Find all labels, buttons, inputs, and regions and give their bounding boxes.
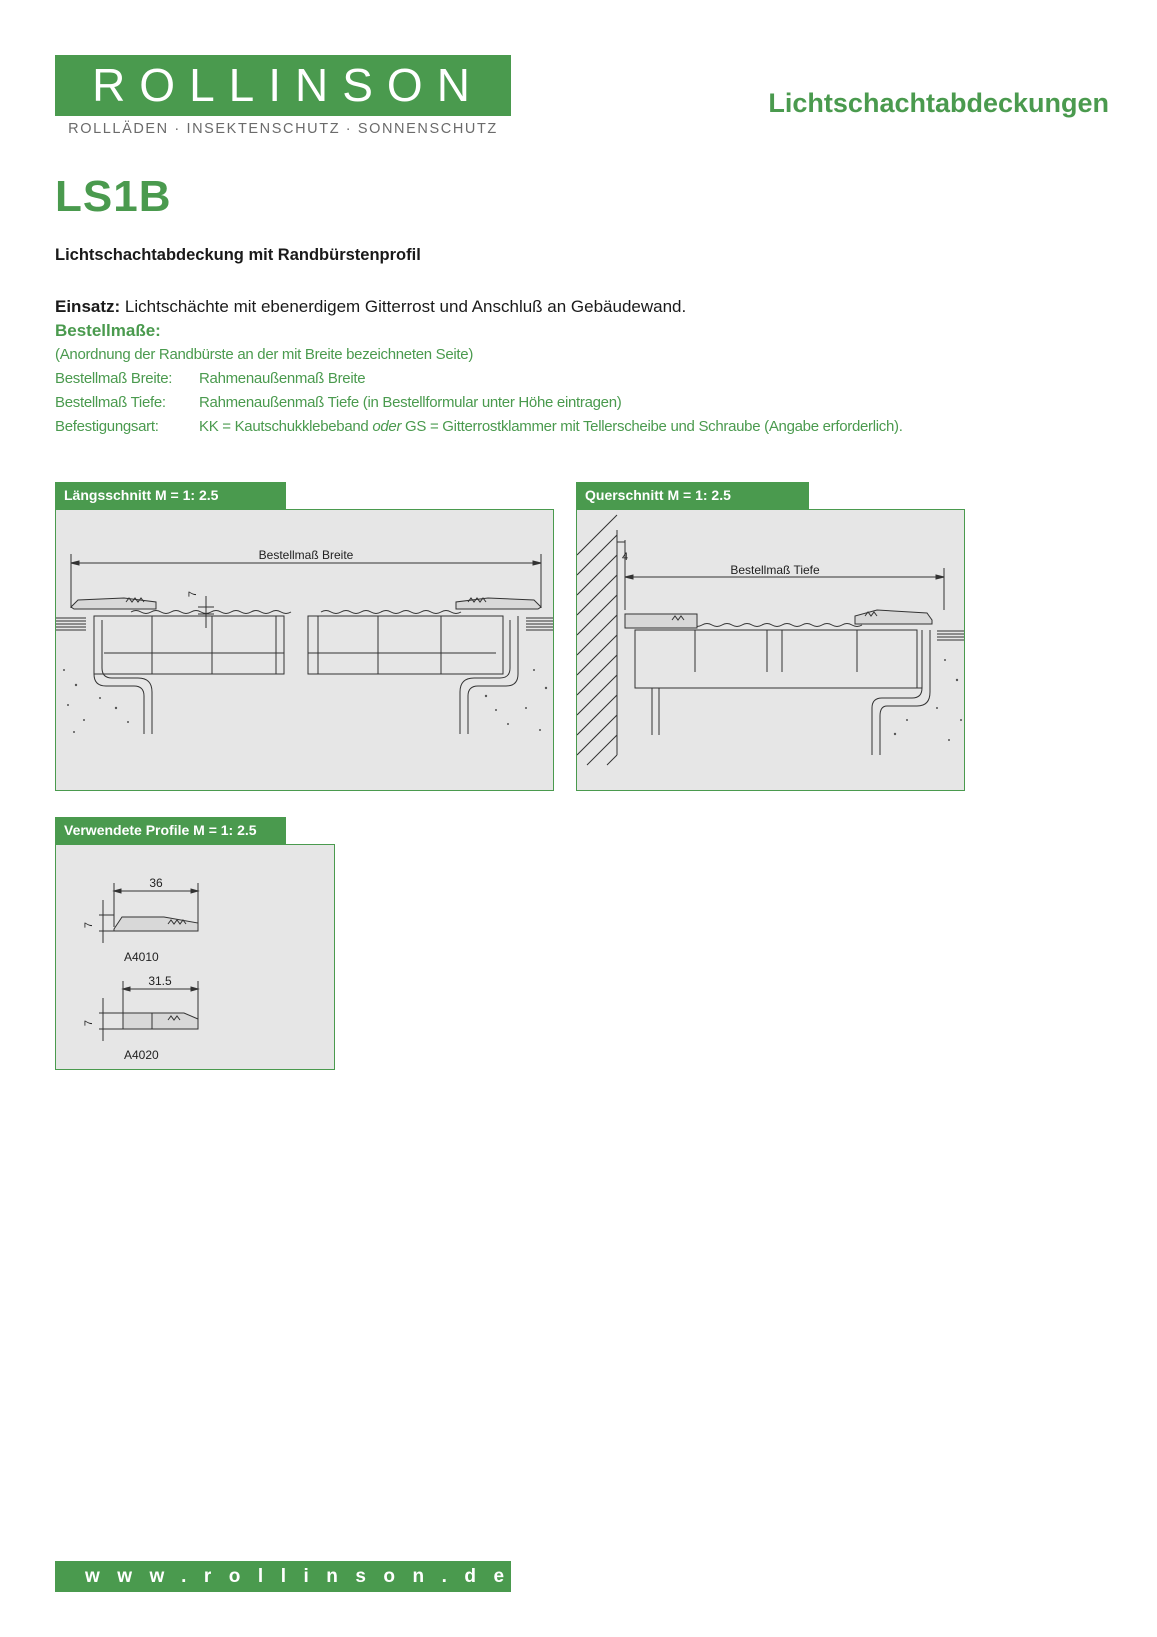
spec-value: Rahmenaußenmaß Breite [199, 370, 366, 387]
dimension-label-breite: Bestellmaß Breite [258, 548, 354, 562]
brand-tagline: ROLLLÄDEN · INSEKTENSCHUTZ · SONNENSCHUTZ [68, 121, 498, 137]
footer-url[interactable]: www.rollinson.de [55, 1561, 511, 1592]
profile-a4020-height: 7 [83, 1019, 95, 1027]
profile-a4010-name: A4010 [124, 950, 159, 964]
dimension-label-tiefe: Bestellmaß Tiefe [730, 563, 820, 577]
laengsschnitt-svg [56, 510, 554, 791]
spec-key: Befestigungsart: [55, 418, 159, 435]
querschnitt-tab: Querschnitt M = 1: 2.5 [576, 482, 809, 509]
spec-value: Rahmenaußenmaß Tiefe (in Bestellformular unter Höhe eintragen) [199, 394, 622, 411]
category-title: Lichtschachtabdeckungen [768, 88, 1109, 118]
laengsschnitt-drawing [55, 509, 554, 791]
dimension-label-4: 4 [621, 551, 629, 563]
laengsschnitt-tab: Längsschnitt M = 1: 2.5 [55, 482, 286, 509]
product-subtitle: Lichtschachtabdeckung mit Randbürstenprofil [55, 246, 421, 264]
einsatz-label: Einsatz: [55, 297, 121, 316]
einsatz-text: Lichtschächte mit ebenerdigem Gitterrost und Anschluß an Gebäudewand. [120, 297, 687, 316]
profile-svg [56, 845, 335, 1070]
spec-key: Bestellmaß Tiefe: [55, 394, 166, 411]
profile-drawing [55, 844, 335, 1070]
brand-logo-text: ROLLINSON [92, 59, 484, 111]
querschnitt-svg [577, 510, 965, 791]
profile-a4020-name: A4020 [124, 1048, 159, 1062]
einsatz-line [55, 297, 686, 317]
dimension-label-7: 7 [187, 590, 199, 598]
spec-key: Bestellmaß Breite: [55, 370, 173, 387]
profile-a4020-width: 31.5 [148, 974, 172, 988]
brand-logo [55, 55, 511, 116]
querschnitt-drawing [576, 509, 965, 791]
spec-value: KK = Kautschukklebeband oder GS = Gitterrostklammer mit Tellerscheibe und Schraube (Angabe erforderlich). [199, 418, 903, 435]
bestellmasse-heading: Bestellmaße: [55, 321, 161, 340]
product-code: LS1B [55, 172, 172, 221]
arrangement-note: (Anordnung der Randbürste an der mit Breite bezeichneten Seite) [55, 346, 474, 363]
profile-tab: Verwendete Profile M = 1: 2.5 [55, 817, 286, 844]
profile-a4010-width: 36 [149, 876, 163, 890]
profile-a4010-height: 7 [83, 921, 95, 929]
